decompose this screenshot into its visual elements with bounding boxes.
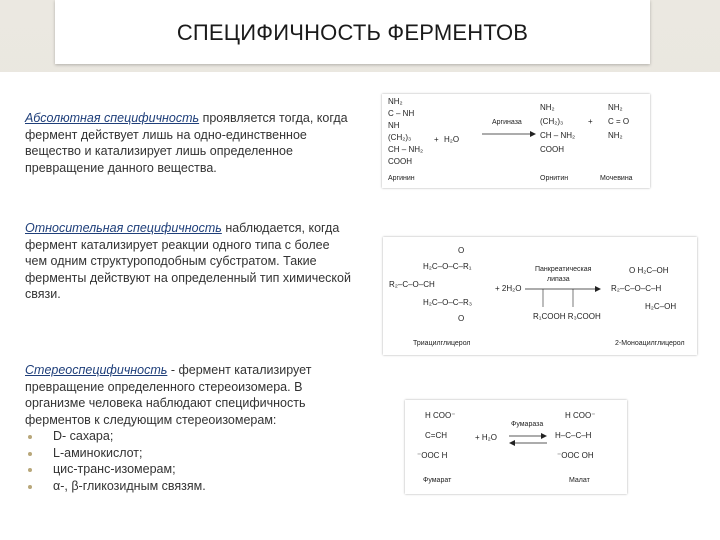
svg-text:Панкреатическая: Панкреатическая: [535, 266, 592, 273]
svg-text:NH: NH: [388, 121, 400, 130]
svg-text:C=CH: C=CH: [425, 431, 448, 440]
arginase-reaction-image: [382, 94, 650, 188]
svg-text:Малат: Малат: [569, 477, 590, 484]
lipase-reaction-svg: [383, 237, 697, 355]
fumarase-reaction-svg: [405, 400, 627, 494]
svg-text:C – NH: C – NH: [388, 109, 415, 118]
svg-text:Триацилглицерол: Триацилглицерол: [413, 340, 471, 347]
svg-text:Орнитин: Орнитин: [540, 175, 569, 182]
list-item: D- сахара;: [25, 428, 355, 445]
svg-text:NH₂: NH₂: [388, 97, 403, 106]
stereospecificity-term: Стереоспецифичность: [25, 363, 168, 377]
stereoisomer-list: [25, 428, 355, 494]
lipase-reaction-image: [383, 237, 697, 355]
svg-text:CH – NH₂: CH – NH₂: [388, 145, 424, 154]
stereospecificity-text: - фермент катализирует превращение определенного стереоизомера. В организме человека наблюдают специфичность ферментов к следующим стереоизомерам:: [25, 363, 312, 427]
svg-text:COOH: COOH: [540, 145, 564, 154]
svg-text:липаза: липаза: [547, 276, 570, 283]
svg-text:⁻OOC OH: ⁻OOC OH: [557, 451, 594, 460]
svg-text:+ H₂O: + H₂O: [475, 433, 497, 442]
absolute-specificity-text: проявляется тогда, когда фермент действует лишь на одно-единственное вещество и катализирует лишь определенное превращение данного вещества.: [25, 111, 348, 175]
svg-text:H COO⁻: H COO⁻: [425, 411, 456, 420]
svg-text:COOH: COOH: [388, 157, 412, 166]
bullet-icon: [28, 435, 32, 439]
list-item: α-, β-гликозидным связям.: [25, 478, 355, 495]
svg-text:(CH₂)₃: (CH₂)₃: [540, 117, 564, 126]
bullet-icon: [28, 485, 32, 489]
svg-text:2-Моноацилглицерол: 2-Моноацилглицерол: [615, 340, 685, 347]
arginase-reaction-svg: [382, 94, 650, 188]
svg-text:O: O: [458, 314, 465, 323]
svg-text:H₂C–O–C–R₃: H₂C–O–C–R₃: [423, 298, 473, 307]
page-title: СПЕЦИФИЧНОСТЬ ФЕРМЕНТОВ: [176, 20, 529, 45]
relative-specificity-text: наблюдается, когда фермент катализирует реакции одного типа с более чем одним структуроподобным субстратом. Такие ферменты действуют на определенный тип химической связи.: [25, 221, 351, 301]
content-card: [0, 72, 720, 540]
svg-text:+: +: [434, 135, 439, 144]
svg-text:C = O: C = O: [608, 117, 630, 126]
svg-text:(CH₂)₃: (CH₂)₃: [388, 133, 412, 142]
svg-text:⁻OOC H: ⁻OOC H: [417, 451, 448, 460]
svg-text:R₂–C–O–C–H: R₂–C–O–C–H: [611, 284, 662, 293]
list-item: L-аминокислот;: [25, 445, 355, 462]
svg-text:Аргиназа: Аргиназа: [492, 119, 522, 126]
svg-text:H₂C–OH: H₂C–OH: [645, 302, 677, 311]
stereospecificity-paragraph: [25, 362, 355, 494]
svg-text:H₂C–O–C–R₁: H₂C–O–C–R₁: [423, 262, 472, 271]
title-card: [55, 0, 650, 64]
svg-text:+: +: [588, 117, 593, 126]
absolute-specificity-paragraph: [25, 110, 355, 176]
svg-text:R₂–C–O–CH: R₂–C–O–CH: [389, 280, 435, 289]
svg-text:Мочевина: Мочевина: [600, 175, 633, 182]
relative-specificity-term: Относительная специфичность: [25, 221, 222, 235]
svg-text:H COO⁻: H COO⁻: [565, 411, 596, 420]
list-item: цис-транс-изомерам;: [25, 461, 355, 478]
bullet-icon: [28, 468, 32, 472]
bullet-icon: [28, 452, 32, 456]
svg-text:CH – NH₂: CH – NH₂: [540, 131, 576, 140]
svg-text:NH₂: NH₂: [540, 103, 555, 112]
fumarase-reaction-image: [405, 400, 627, 494]
svg-text:H₂O: H₂O: [444, 135, 460, 144]
svg-text:+ 2H₂O: + 2H₂O: [495, 284, 522, 293]
svg-text:O H₂C–OH: O H₂C–OH: [629, 266, 669, 275]
svg-text:H–C–C–H: H–C–C–H: [555, 431, 592, 440]
absolute-specificity-term: Абсолютная специфичность: [25, 111, 200, 125]
svg-text:NH₂: NH₂: [608, 131, 623, 140]
svg-text:R₁COOH R₃COOH: R₁COOH R₃COOH: [533, 312, 601, 321]
relative-specificity-paragraph: [25, 220, 355, 303]
svg-text:O: O: [458, 246, 465, 255]
svg-text:Аргинин: Аргинин: [388, 175, 415, 182]
svg-text:Фумарат: Фумарат: [423, 477, 452, 484]
svg-text:NH₂: NH₂: [608, 103, 623, 112]
svg-text:Фумараза: Фумараза: [511, 421, 544, 428]
